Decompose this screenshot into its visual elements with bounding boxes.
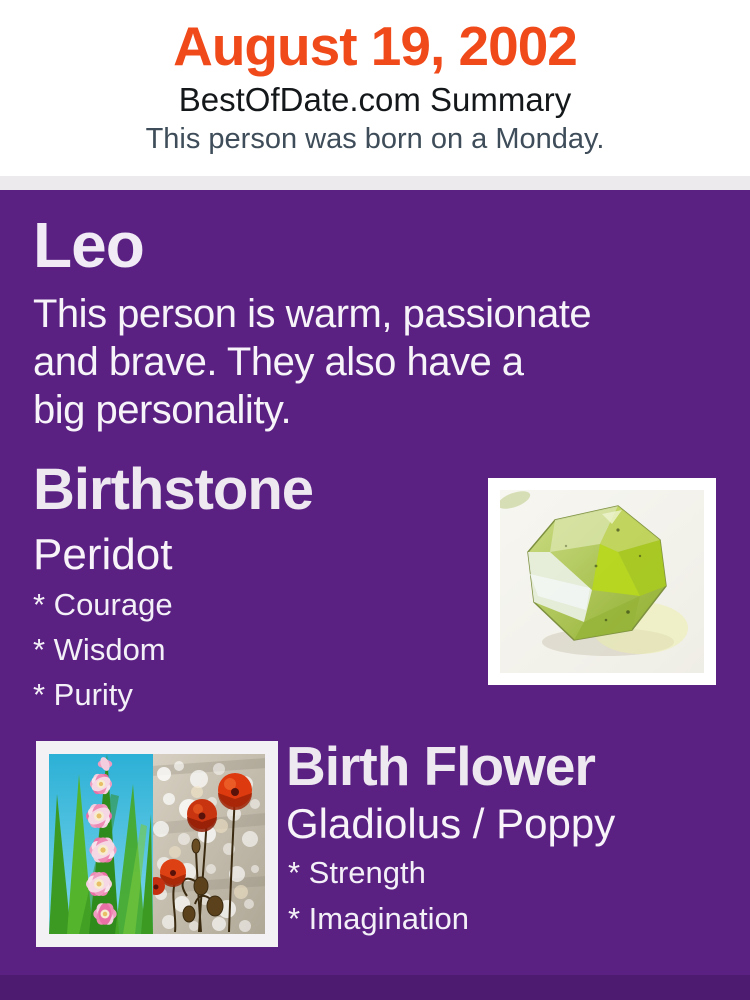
birthstone-name: Peridot <box>33 530 173 579</box>
birth-flower-trait-item: * Strength <box>288 855 426 890</box>
purple-body <box>0 190 750 975</box>
date-title: August 19, 2002 <box>173 15 577 77</box>
birthstone-trait-item: * Purity <box>33 677 133 712</box>
header-divider <box>0 176 750 190</box>
footer-strip <box>0 975 750 1000</box>
poppy-photo-half <box>147 754 265 934</box>
site-summary-title: BestOfDate.com Summary <box>178 81 572 118</box>
birthstone-title: Birthstone <box>33 457 313 522</box>
zodiac-sign-title: Leo <box>33 209 144 281</box>
birth-flower-name: Gladiolus / Poppy <box>286 800 616 847</box>
zodiac-description <box>33 290 591 434</box>
birth-flower-title: Birth Flower <box>286 735 595 797</box>
description-line: and brave. They also have a <box>33 340 524 384</box>
peridot-gem-illustration <box>500 490 704 673</box>
gladiolus-photo-half <box>49 754 153 934</box>
birthstone-trait-item: * Wisdom <box>33 632 166 667</box>
birthstone-trait-item: * Courage <box>33 587 173 622</box>
birth-flower-trait-item: * Imagination <box>288 901 469 936</box>
description-line: This person is warm, passionate <box>33 292 592 336</box>
description-line: big personality. <box>33 388 292 432</box>
birth-flower-image <box>36 741 278 947</box>
header <box>0 0 750 176</box>
birth-flower-traits-list <box>288 850 469 942</box>
gladiolus-poppy-illustration <box>49 754 265 934</box>
born-on-line: This person was born on a Monday. <box>145 123 605 155</box>
birthstone-traits-list <box>33 582 173 717</box>
birthstone-image <box>488 478 716 685</box>
